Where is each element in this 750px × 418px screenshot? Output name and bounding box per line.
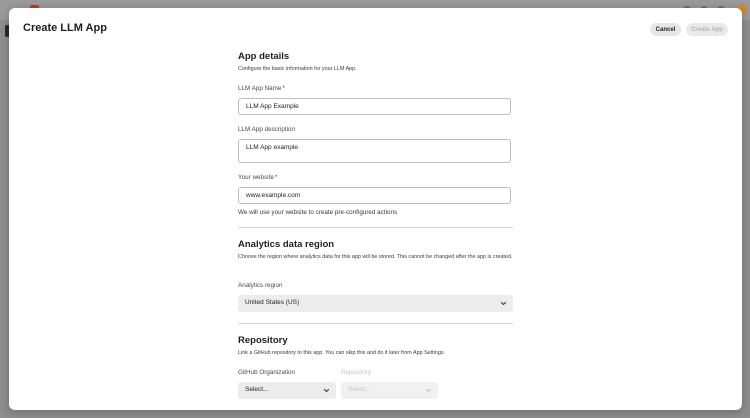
create-app-button[interactable]: Create App [686, 23, 728, 36]
cancel-button[interactable]: Cancel [650, 23, 681, 36]
analytics-region-value: United States (US) [245, 299, 300, 306]
website-helper-text: We will use your website to create pre-configured actions [238, 209, 398, 216]
section-heading-analytics: Analytics data region [238, 239, 335, 250]
chevron-down-icon [500, 300, 507, 307]
repository-select[interactable] [341, 382, 438, 399]
github-org-select[interactable] [238, 382, 336, 399]
section-divider [238, 227, 513, 228]
create-app-modal [9, 8, 742, 410]
app-description-label: LLM App description [238, 126, 296, 133]
section-heading-repository: Repository [238, 335, 288, 346]
app-name-label: LLM App Name* [238, 85, 285, 92]
required-marker: * [274, 174, 278, 181]
app-description-value: LLM App example [246, 144, 299, 151]
app-description-textarea[interactable] [238, 139, 511, 163]
website-input[interactable] [238, 187, 511, 204]
analytics-region-label: Analytics region [238, 282, 283, 289]
section-divider [238, 323, 513, 324]
chevron-down-icon [425, 387, 432, 394]
app-name-value: LLM App Example [246, 103, 299, 110]
website-value: www.example.com [246, 192, 301, 199]
app-name-input[interactable] [238, 98, 511, 115]
section-description-app-details: Configure the basic information for your LLM App. [238, 66, 357, 72]
repository-value: Select... [348, 386, 372, 393]
required-marker: * [282, 85, 285, 92]
section-heading-app-details: App details [238, 51, 290, 62]
section-description-repository: Link a GitHub repository to this app. You can skip this and do it later from App Settings. [238, 350, 446, 356]
section-description-analytics: Choose the region where analytics data for this app will be stored. This cannot be changed after the app is created. [238, 254, 513, 260]
repository-label: Repository [341, 369, 372, 376]
website-label: Your website* [238, 174, 278, 181]
chevron-down-icon [323, 387, 330, 394]
github-org-value: Select... [245, 386, 269, 393]
github-org-label: GitHub Organization [238, 369, 296, 376]
modal-title: Create LLM App [23, 22, 107, 34]
analytics-region-select[interactable] [238, 295, 513, 312]
